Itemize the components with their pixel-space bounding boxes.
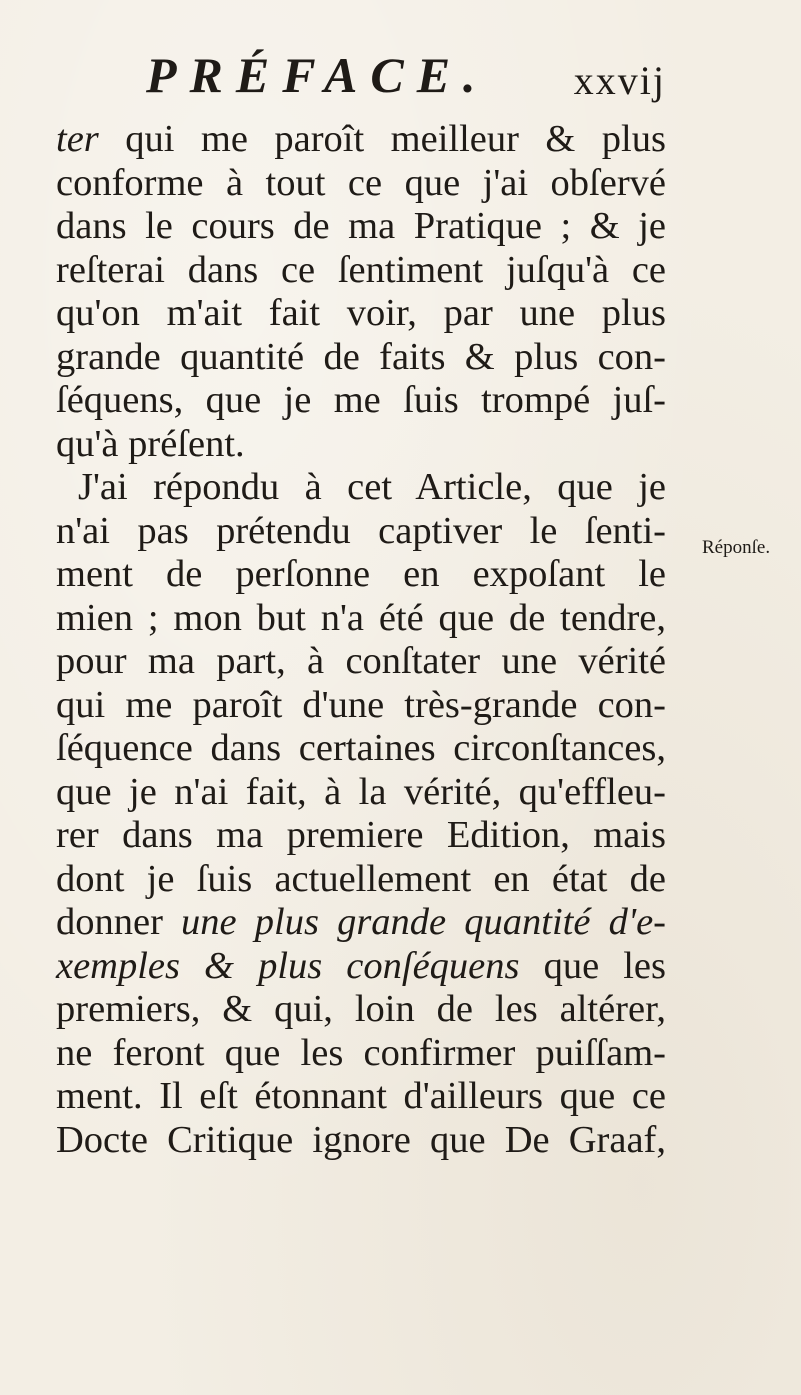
italic-phrase: une plus grande quantité d'e- [181,901,666,943]
text-line: ſéquens, que je me ſuis trompé juſ- [56,379,666,421]
text-line: J'ai répondu à cet Article, que je [78,466,666,508]
body-text [56,118,666,1162]
text-fragment: donner [56,901,182,943]
running-title: PRÉFACE. [146,47,489,103]
text-line: conforme à tout ce que j'ai obſervé [56,161,666,204]
text-line [56,118,666,162]
text-line [56,945,666,989]
text-line: dont je ſuis actuellement en état de [56,857,666,900]
text-line: mien ; mon but n'a été que de tendre, [56,596,666,639]
text-line: pour ma part, à conſtater une vérité [56,640,666,682]
text-fragment: qui me paroît meilleur & plus [98,118,666,160]
text-line: Docte Critique ignore que De Graaf, [56,1118,666,1161]
text-line: reſterai dans ce ſentiment juſqu'à ce [56,248,666,291]
page-header [146,40,666,110]
text-line: ment de perſonne en expoſant le [56,553,666,595]
text-line: que je n'ai fait, à la vérité, qu'effleu- [56,770,666,813]
page-number: xxvij [573,58,666,103]
text-line: premiers, & qui, loin de les altérer, [56,988,666,1030]
text-line: qu'à préſent. [56,422,245,465]
text-line: grande quantité de faits & plus con- [56,335,666,378]
text-fragment: que les [519,944,666,987]
text-line: ment. Il eſt étonnant d'ailleurs que ce [56,1075,666,1117]
text-line: qui me paroît d'une très-grande con- [56,683,666,726]
text-line: qu'on m'ait fait voir, par une plus [56,292,666,334]
continuation-word: ter [56,118,99,160]
margin-note: Réponſe. [702,537,771,558]
text-line [56,901,666,945]
text-line: n'ai pas prétendu captiver le ſenti- [56,509,666,552]
text-line: ſéquence dans certaines circonſtances, [56,727,666,769]
italic-phrase: xemples & plus conſéquens [56,944,520,987]
text-line: rer dans ma premiere Edition, mais [56,814,666,856]
text-line: dans le cours de ma Pratique ; & je [56,205,666,247]
text-line: ne feront que les confirmer puiſſam- [56,1031,666,1074]
